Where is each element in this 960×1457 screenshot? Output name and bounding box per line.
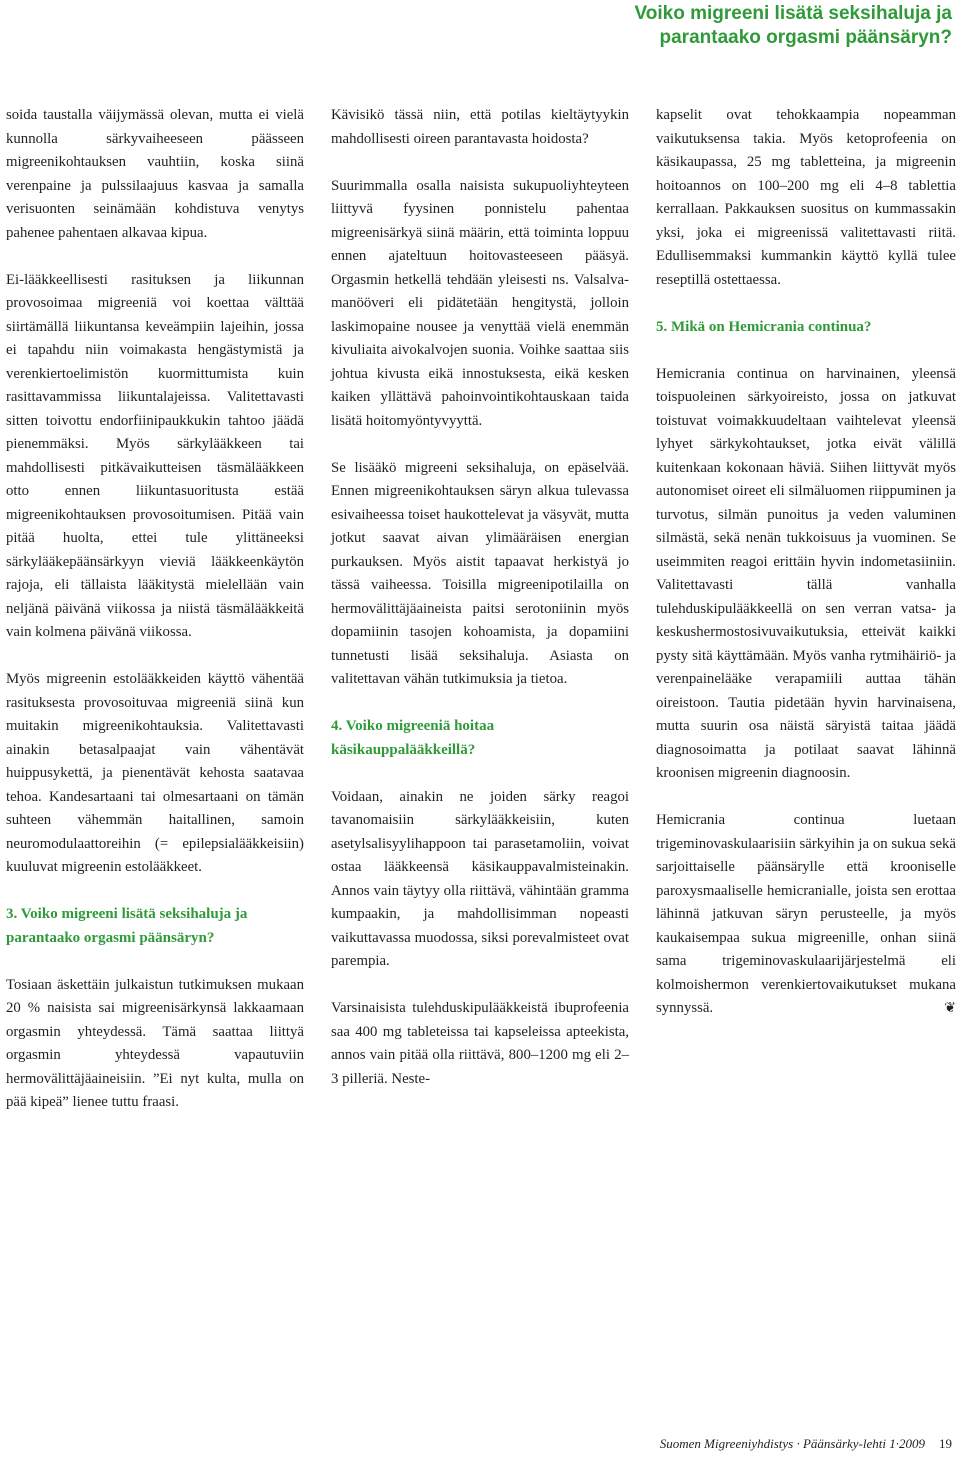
paragraph: Tosiaan äskettäin julkaistun tutkimuksen mukaan 20 % naisista sai migreenisärkynsä lakkaamaan orgasmin yhteydessä. Tämä saattaa liittyä orgasmin yhteydessä vapautuviin hermovälittäjäaineisiin. ”Ei nyt kulta, mulla on pää kipeä” lienee tuttu fraasi. xyxy=(6,976,304,1110)
paragraph: Ei-lääkkeellisesti rasituksen ja liikunnan provosoimaa migreeniä voi koettaa välttää siirtämällä liikuntansa keveämpiin lajeihin, jossa ei tapahdu niin voimakasta hengästymistä ja verenkiertoelimistön kuormittumista kuin rasittavammissa liikuntalajeissa. Valitettavasti sitten toivottu endorfiinipaukkukin tahtoo jäädä pienemmäksi. Myös särkylääkkeen tai mahdollisesti pitkävaikutteisen täsmälääkkeen otto ennen liikuntasuoritusta estää migreenikohtauksen provosoitumisen. Pitää vain pitää huolta, ettei tule ylittäneeksi särkylääkepäänsärkyyn vieviä lääkkeenkäytön rajoja, eli tällaista lääkitystä mielellään vain neljänä päivänä viikossa ja niistä täsmälääkkeitä vain kolmena päivänä viikossa. xyxy=(6,271,304,640)
paragraph: Suurimmalla osalla naisista sukupuoliyhteyteen liittyvä fyysinen ponnistelu pahentaa migreenisärkyä siinä määrin, että toiminta loppuu ennen ajateltuun hoitovasteeseen pääsyä. Orgasmin hetkellä tehdään yleisesti ns. Valsalva-manööveri eli pidätetään hengitystä, jolloin laskimopaine nousee ja venyttää vielä enemmän kivuliaita aivokalvojen suonia. Voihke saattaa siis johtua kivusta eikä innostuksesta, eikä kesken kaiken yllättävä pahoinvointikohtauskaan taida lisätä hoitomyöntyvyyttä. xyxy=(331,177,629,429)
article-column-2 xyxy=(331,104,629,1091)
end-of-article-icon: ❦ xyxy=(944,1001,956,1016)
paragraph: Hemicrania continua on harvinainen, yleensä toispuoleinen särkyoireisto, jossa on jatkuvat toistuvat voimakkuudeltaan vaihtelevat yleensä lyhyet särkykohtaukset, jotka eivät välillä kuitenkaan kokonaan häviä. Siihen liittyvät myös autonomiset oireet eli silmäluomen riippuminen ja turvotus, silmän punoitus ja veden valuminen silmästä, sekä nenän tukkoisuus ja vuominen. Se useimmiten reagoi erittäin hyvin indometasiiniin. Valitettavasti tällä vanhalla tulehduskipulääkkeellä on sen verran vatsa- ja keskushermostosivuvaikutuksia, etteivät kaikki pysty sitä käyttämään. Myös vanha rytmihäiriö- ja verenpainelääke verapamiili auttaa tähän oireistoon. Tautia pidetään hyvin harvinaisena, mutta suurin osa näistä säryistä taitaa jäädä diagnosoimatta ja potilaat saavat lähinnä kroonisen migreenin diagnoosin. xyxy=(656,365,956,781)
running-head-title: Voiko migreeni lisätä seksihaluja ja parantaako orgasmi päänsäryn? xyxy=(634,3,952,48)
paragraph: kapselit ovat tehokkaampia nopeamman vaikutuksensa takia. Myös ketoprofeenia on käsikaupassa, 25 mg tabletteina, ja migreenin hoitoannos on 100–200 mg eli 4–8 tablettia kerrallaan. Pakkauksen suositus on kummassakin yksi, joka ei migreenissä valitettavasti riitä. Edullisemmaksi kummankin käyttö kyllä tulee reseptillä ostettaessa. xyxy=(656,107,956,288)
section-heading-4: 4. Voiko migreeniä hoitaa käsikauppalääkkeillä? xyxy=(331,718,495,758)
paragraph: Se lisääkö migreeni seksihaluja, on epäselvää. Ennen migreenikohtauksen säryn alkua tulevassa esivaiheessa toiset haukottelevat ja väsyvät, mutta jotkut saavat aivan ylimääräisen energian purkauksen. Myös aistit tapaavat herkistyä jo tässä vaiheessa. Toisilla migreenipotilailla on hermovälittäjäaineista paitsi serotoniinin myös dopamiinin tasojen kohoamista, ja dopamiini tunnetusti lisää seksihaluja. Asiasta on valitettavan vähän tutkimuksia ja tietoa. xyxy=(331,459,629,687)
paragraph xyxy=(656,809,956,1021)
paragraph: Varsinaisista tulehduskipulääkkeistä ibuprofeenia saa 400 mg tableteissa tai kapseleissa apteekista, annos vain pitää olla riittävä, 800–1200 mg eli 2–3 pilleriä. Neste- xyxy=(331,1000,629,1087)
article-column-1 xyxy=(6,104,304,1115)
section-heading-5: 5. Mikä on Hemicrania continua? xyxy=(656,318,872,335)
paragraph: Kävisikö tässä niin, että potilas kieltäytyykin mahdollisesti oireen parantavasta hoidosta? xyxy=(331,107,629,147)
page-number: 19 xyxy=(939,1436,952,1451)
paragraph: soida taustalla väijymässä olevan, mutta ei vielä kunnolla särkyvaiheeseen päässeen migreenikohtauksen vauhtiin, koska siinä verenpaine ja pulssilaajuus kasvaa ja samalla verisuonten seinämään kohdistuva venytys pahenee pahentaen alkavaa kipua. xyxy=(6,107,304,241)
section-heading-3: 3. Voiko migreeni lisätä seksihaluja ja parantaako orgasmi päänsäryn? xyxy=(6,906,248,946)
paragraph: Voidaan, ainakin ne joiden särky reagoi tavanomaisiin särkylääkkeisiin, kuten asetylsalisyylihappoon tai parasetamoliin, voivat ostaa lääkkeensä käsikauppavalmisteinakin. Annos vain täytyy olla riittävä, vähintään gramma kumpaakin, ja mahdollisimman nopeasti vaikuttavassa muodossa, siksi porevalmisteet ovat parempia. xyxy=(331,788,629,969)
paragraph-text: Hemicrania continua luetaan trigeminovaskulaarisiin särkyihin ja on sukua sekä sarjoittaiselle päänsärylle että krooniselle paroxysmaaliselle hemicranialle, joista sen erottaa lähinnä jatkuvan säryn perusteelle, ja myös kaukaisempaa sukua migreenille, onhan siinä sama trigeminovaskulaarijärjestelmä eli kolmoishermon verenkiertovaikutukset mukana synnyssä. xyxy=(656,812,956,1016)
article-column-3 xyxy=(656,104,956,1021)
paragraph: Myös migreenin estolääkkeiden käyttö vähentää rasituksesta provosoituvaa migreeniä siinä kun muitakin migreenikohtauksia. Valitettavasti ainakin betasalpaajat vain vähentävät huippusykettä, ja pienentävät kehosta saatavaa tehoa. Kandesartaani tai olmesartaani on tämän suhteen vähemmän haitallinen, samoin neuromodulaattoreihin (= epilepsialääkkeisiin) kuuluvat migreenin estolääkkeet. xyxy=(6,671,304,875)
publication-info: Suomen Migreeniyhdistys · Päänsärky-lehti 1·2009 xyxy=(659,1436,925,1451)
page-footer xyxy=(660,1436,952,1452)
